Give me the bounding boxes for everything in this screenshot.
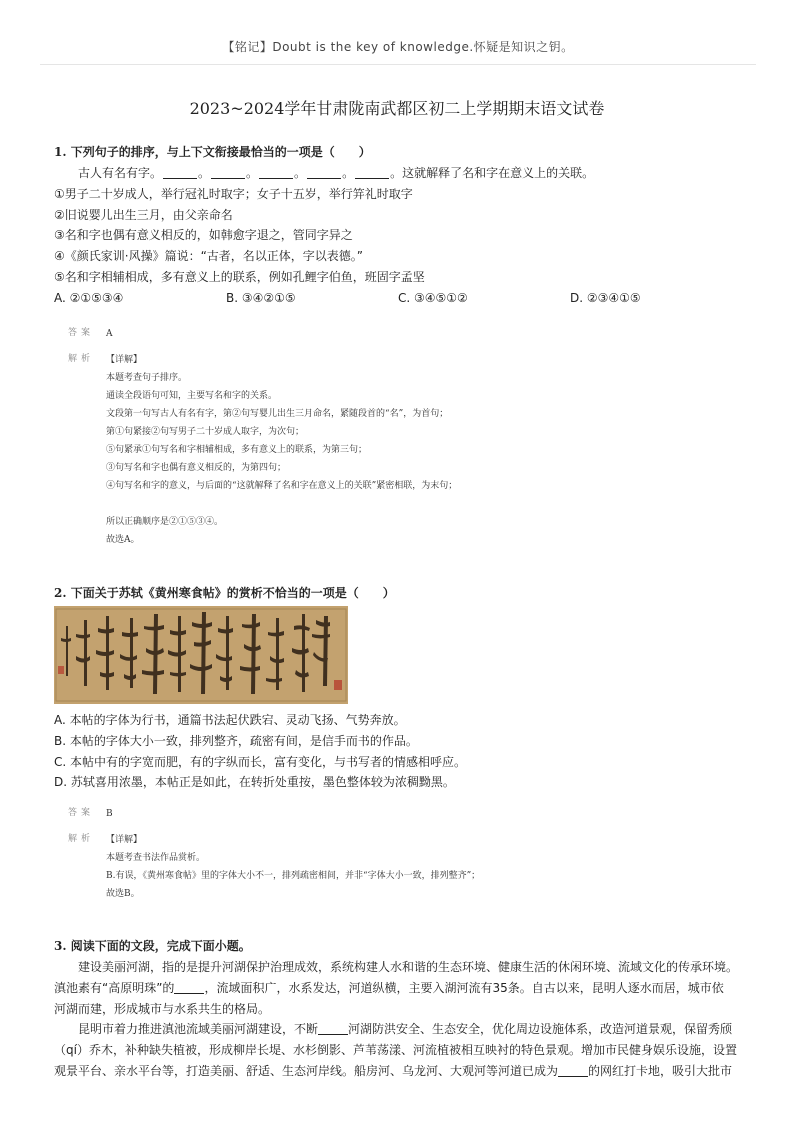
text: ，流域面积广，水系发达，河道纵横，主要入湖河流有35条。自古以来，昆明人逐水而居，城市依: [204, 980, 724, 995]
paragraph-1-line-1: 建设美丽河湖，指的是提升河湖保护治理成效，系统构建人水和谐的生态环境、健康生活的休闲环境、流域文化的传承环境。: [78, 960, 739, 974]
analysis-line: B.有误，《黄州寒食帖》里的字体大小不一，排列疏密相间，并非“字体大小一致，排列整齐”；: [106, 871, 481, 881]
page-title: 2023~2024学年甘肃陇南武都区初二上学期期末语文试卷: [189, 99, 605, 118]
analysis-line: 通读全段语句可知，主要写名和字的关系。: [106, 391, 278, 401]
answer-label: 答案: [68, 328, 95, 338]
analysis-label: 解析: [68, 354, 95, 364]
paragraph-2-line-3: [54, 1061, 744, 1082]
option-b[interactable]: B. ③④②①⑤: [226, 290, 296, 305]
question-1-answer: [68, 325, 728, 549]
header-divider: [40, 64, 756, 65]
question-1: [54, 143, 744, 308]
blank: [163, 166, 197, 179]
blank: [355, 166, 389, 179]
question-2: [54, 584, 744, 793]
analysis-label: 解析: [68, 834, 95, 844]
blank: [259, 166, 293, 179]
analysis-line: ⑤句紧承①句写名和字相辅相成，多有意义上的联系，为第三句；: [106, 445, 368, 455]
question-3: [54, 937, 744, 1082]
answer-label: 答案: [68, 808, 95, 818]
blank: [558, 1064, 588, 1077]
answer-value: A: [106, 329, 113, 339]
answer-value: B: [106, 809, 113, 819]
option-d[interactable]: D. 苏轼喜用浓墨，本帖正是如此，在转折处重按，墨色整体较为浓稠黝黑。: [54, 775, 455, 790]
option-c[interactable]: C. ③④⑤①②: [398, 290, 468, 305]
analysis-line: ③句写名和字也偶有意义相反的，为第四句；: [106, 463, 287, 473]
question-1-stem: 1. 下列句子的排序，与上下文衔接最恰当的一项是（ ）: [54, 145, 371, 159]
option-a[interactable]: A. ②①⑤③④: [54, 290, 124, 305]
text: 河湖防洪安全、生态安全，优化周边设施体系，改造河道景观，保留秀颀: [348, 1022, 733, 1037]
question-1-options: [54, 288, 744, 308]
calligraphy-image: [54, 606, 348, 704]
sentence-2: ②旧说婴儿出生三月，由父亲命名: [54, 207, 233, 222]
blank: [211, 166, 245, 179]
text: 滇池素有“高原明珠”的: [54, 980, 175, 995]
blank: [318, 1022, 348, 1035]
analysis-line: ④句写名和字的意义，与后面的“这就解释了名和字在意义上的关联”紧密相联，为末句；: [106, 481, 458, 491]
sentence-1: ①男子二十岁成人，举行冠礼时取字；女子十五岁，举行笄礼时取字: [54, 186, 413, 201]
text: 观景平台、亲水平台等，打造美丽、舒适、生态河岸线。船房河、乌龙河、大观河等河道已成为: [54, 1063, 559, 1078]
analysis-line: 第①句紧接②句写男子二十岁成人取字，为次句；: [106, 427, 305, 437]
paragraph-2-line-1: [54, 1019, 744, 1040]
question-1-passage: 古人有名有字。 。 。 。 。 。这就解释了名和字在意义上的关联。: [78, 166, 595, 180]
question-2-stem: 2. 下面关于苏轼《黄州寒食帖》的赏析不恰当的一项是（ ）: [54, 586, 395, 600]
sentence-3: ③名和字也偶有意义相反的，如韩愈字退之，管同字异之: [54, 228, 353, 243]
analysis-line: 故选A。: [106, 535, 140, 545]
question-3-stem: 3. 阅读下面的文段，完成下面小题。: [54, 939, 251, 953]
analysis-line: 所以正确顺序是②①⑤③④。: [106, 517, 224, 527]
blank: [307, 166, 341, 179]
analysis-line: 【详解】: [106, 835, 143, 845]
text: 的网红打卡地，吸引大批市: [588, 1063, 733, 1078]
analysis-line: 本题考查书法作品赏析。: [106, 853, 206, 863]
option-c[interactable]: C. 本帖中有的字宽而肥，有的字纵而长，富有变化，与书写者的情感相呼应。: [54, 754, 467, 769]
option-d[interactable]: D. ②③④①⑤: [570, 290, 641, 305]
paragraph-2-line-2: （qí）乔木，补种缺失植被，形成柳岸长堤、水杉倒影、芦苇荡漾、河流植被相互映衬的特色景观。增加市民健身娱乐设施，设置: [54, 1043, 737, 1058]
header-motto: 【铭记】Doubt is the key of knowledge.怀疑是知识之钥。: [222, 40, 574, 54]
analysis-line: 文段第一句写古人有名有字，第②句写婴儿出生三月命名，紧随段首的“名”，为首句；: [106, 409, 449, 419]
paragraph-1-line-3: 河湖而建，形成城市与水系共生的格局。: [54, 1001, 271, 1016]
blank: [174, 981, 204, 994]
analysis-line: 本题考查句子排序。: [106, 373, 188, 383]
analysis-line: 故选B。: [106, 889, 140, 899]
analysis-line: [106, 495, 728, 513]
analysis-line: 【详解】: [106, 355, 143, 365]
text: 昆明市着力推进滇池流域美丽河湖建设，不断: [78, 1022, 319, 1037]
passage-start: 古人有名有字。: [78, 166, 163, 180]
passage-end: 这就解释了名和字在意义上的关联。: [402, 166, 595, 180]
sentence-4: ④《颜氏家训·风操》篇说：“古者，名以正体，字以表德。”: [54, 249, 364, 264]
option-a[interactable]: A. 本帖的字体为行书，通篇书法起伏跌宕、灵动飞扬、气势奔放。: [54, 713, 406, 727]
paragraph-1-line-2: [54, 978, 744, 999]
sentence-5: ⑤名和字相辅相成，多有意义上的联系，例如孔鲤字伯鱼，班固字孟坚: [54, 269, 425, 284]
question-2-answer: [68, 805, 728, 903]
option-b[interactable]: B. 本帖的字体大小一致，排列整齐，疏密有间，是信手而书的作品。: [54, 733, 418, 748]
